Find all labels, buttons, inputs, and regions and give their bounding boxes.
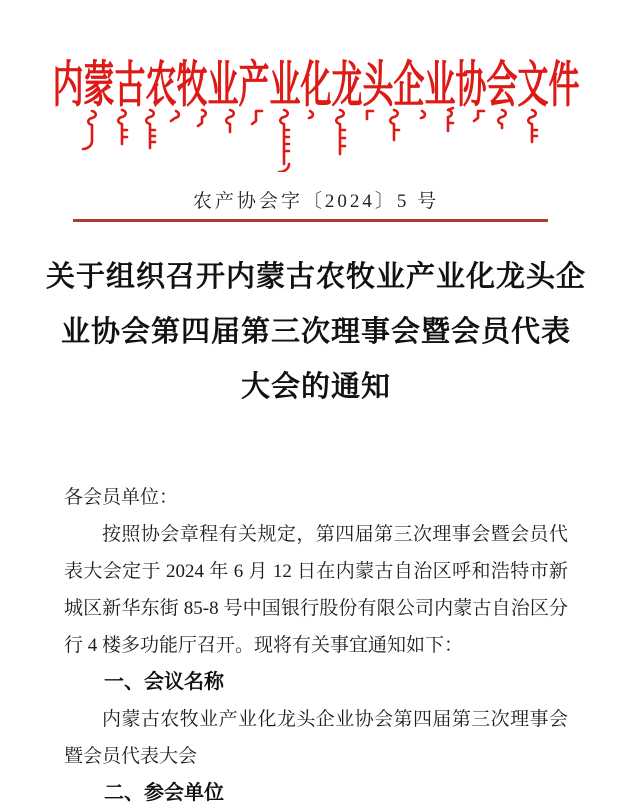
notice-title <box>0 250 632 415</box>
document-header-title: 内蒙古农牧业产业化龙头企业协会文件 <box>52 56 580 113</box>
notice-title-line-3: 大会的通知 <box>240 371 391 403</box>
red-divider-line <box>73 219 548 222</box>
intro-paragraph: 按照协会章程有关规定，第四届第三次理事会暨会员代表大会定于 2024 年 6 月 12 日在内蒙古自治区呼和浩特市新城区新华东街 85-8 号中国银行股份有限公司内蒙古自治区分行 4 楼多功能厅召开。现将有关事宜通知如下： <box>64 524 568 656</box>
paragraph-meeting-name: 内蒙古农牧业产业化龙头企业协会第四届第三次理事会暨会员代表大会 <box>64 709 568 767</box>
notice-body <box>64 479 568 811</box>
document-number: 农产协会字〔2024〕5 号 <box>192 191 440 212</box>
section-heading-meeting-name: 一、会议名称 <box>104 671 224 693</box>
salutation: 各会员单位： <box>64 487 179 508</box>
section-heading-participants: 二、参会单位 <box>104 782 224 804</box>
mongolian-script-banner <box>70 106 562 172</box>
notice-title-line-2: 业协会第四届第三次理事会暨会员代表 <box>60 316 571 348</box>
notice-title-line-1: 关于组织召开内蒙古农牧业产业化龙头企 <box>45 261 586 293</box>
